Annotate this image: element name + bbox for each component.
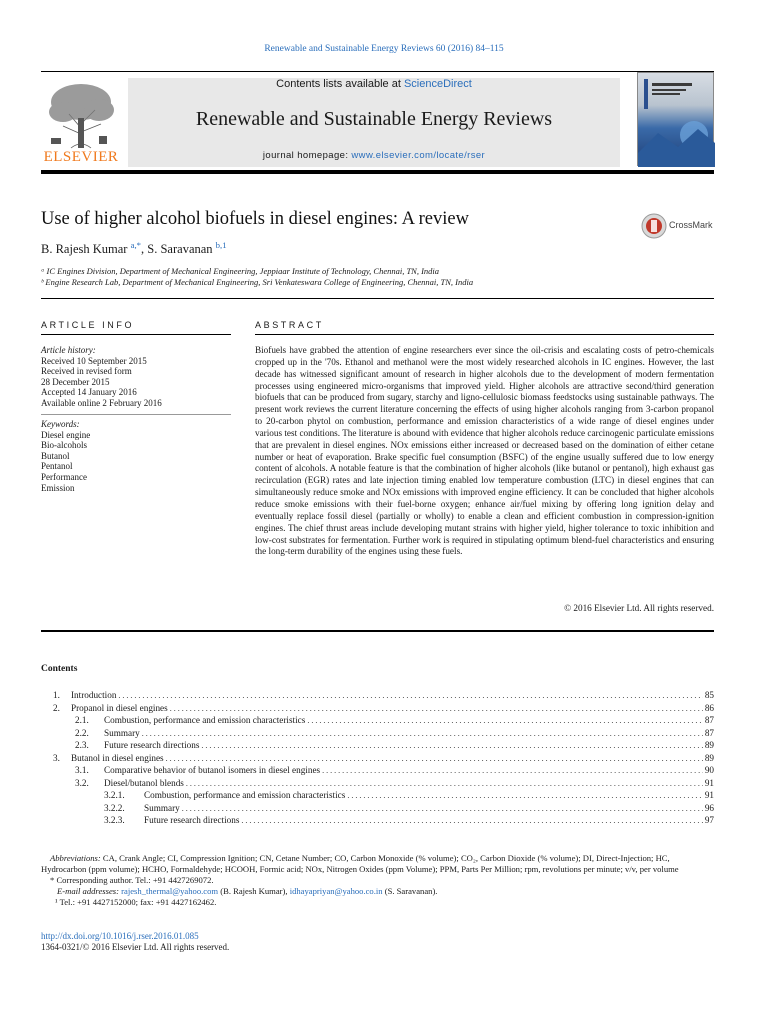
toc-title: Comparative behavior of butanol isomers in diesel engines — [104, 765, 321, 775]
toc-number: 2.1. — [75, 715, 89, 725]
email-label: E-mail addresses: — [57, 886, 122, 896]
toc-leader-dots — [307, 716, 703, 725]
crossmark-badge[interactable] — [641, 212, 721, 240]
toc-leader-dots — [241, 816, 702, 825]
toc-page-number: 89 — [704, 752, 714, 763]
toc-entry[interactable] — [41, 815, 714, 827]
history-label: Article history: — [41, 345, 96, 355]
toc-number: 3.1. — [75, 765, 89, 775]
toc-number: 3.2.3. — [104, 815, 125, 825]
toc-number: 3.2.2. — [104, 802, 125, 813]
corresponding-author-note: * Corresponding author. Tel.: +91 4427269072. — [50, 875, 214, 885]
email-owner: (S. Saravanan). — [382, 886, 438, 896]
toc-title: Diesel/butanol blends — [104, 777, 184, 788]
toc-page-number: 87 — [704, 727, 714, 738]
toc-number: 2. — [53, 702, 60, 713]
toc-title: Summary — [104, 727, 140, 738]
toc-leader-dots — [322, 766, 703, 775]
email-note — [41, 886, 714, 897]
header-top-rule — [41, 71, 714, 72]
toc-title: Future research directions — [144, 815, 240, 825]
journal-title: Renewable and Sustainable Energy Reviews — [195, 108, 553, 130]
toc-page-number: 90 — [704, 765, 714, 775]
email-owner: (B. Rajesh Kumar), — [218, 886, 290, 896]
toc-leader-dots — [118, 691, 702, 700]
toc-entry[interactable] — [41, 778, 714, 790]
author-affiliation-mark[interactable]: a,* — [130, 240, 142, 250]
toc-entry[interactable] — [41, 715, 714, 727]
toc-entry[interactable] — [41, 803, 714, 815]
contents-available-line — [128, 78, 620, 90]
abbreviations-footnote — [41, 853, 714, 875]
keywords-label: Keywords: — [41, 419, 80, 429]
telephone-note: ¹ Tel.: +91 4427152000; fax: +91 4427162462. — [55, 897, 217, 907]
history-line: Available online 2 February 2016 — [41, 397, 162, 408]
author-name: B. Rajesh Kumar — [41, 242, 128, 257]
toc-title: Combustion, performance and emission characteristics — [104, 715, 306, 725]
journal-citation[interactable]: Renewable and Sustainable Energy Reviews 60 (2016) 84–115 — [264, 44, 504, 54]
issn-line: 1364-0321/© 2016 Elsevier Ltd. All rights reserved. — [41, 942, 230, 952]
journal-homepage-line — [128, 150, 620, 161]
toc-number: 3.2. — [75, 777, 89, 788]
toc-page-number: 97 — [704, 815, 714, 825]
toc-number: 3.2.1. — [104, 790, 125, 800]
toc-title: Summary — [144, 802, 180, 813]
toc-page-number: 87 — [704, 715, 714, 725]
keyword: Diesel engine — [41, 429, 91, 440]
toc-number: 2.2. — [75, 727, 89, 738]
toc-entry[interactable] — [41, 690, 714, 702]
history-line: Accepted 14 January 2016 — [41, 387, 137, 398]
homepage-link[interactable]: www.elsevier.com/locate/rser — [351, 150, 486, 161]
toc-leader-dots — [347, 791, 703, 800]
affiliation-a: ᵃ IC Engines Division, Department of Mechanical Engineering, Jeppiaar Institute of Technology, Chennai, TN, India — [41, 266, 440, 276]
toc-page-number: 89 — [704, 740, 714, 750]
toc-leader-dots — [182, 804, 703, 813]
keywords-list — [41, 419, 231, 493]
cover-art-icon — [638, 73, 715, 167]
header-bottom-rule — [41, 170, 714, 174]
contents-available-text: Contents lists available at — [276, 78, 404, 90]
toc-page-number: 91 — [704, 777, 714, 788]
abstract-heading: ABSTRACT — [255, 320, 324, 330]
history-line: 28 December 2015 — [41, 376, 110, 387]
affiliation-b: ᵇ Engine Research Lab, Department of Mechanical Engineering, Sri Venkateswara College of Engineering, Chennai, TN, India — [41, 277, 474, 287]
toc-leader-dots — [170, 704, 703, 713]
keyword: Butanol — [41, 450, 70, 461]
toc-entry[interactable] — [41, 753, 714, 765]
email-link[interactable]: rajesh_thermal@yahoo.com — [121, 886, 219, 896]
toc-number: 3. — [53, 752, 60, 763]
toc-entry[interactable] — [41, 740, 714, 752]
keyword: Emission — [41, 482, 75, 493]
toc-number: 1. — [53, 690, 60, 700]
article-history — [41, 345, 231, 409]
toc-title: Butanol in diesel engines — [71, 752, 164, 763]
toc-page-number: 86 — [704, 702, 714, 713]
doi-link[interactable]: http://dx.doi.org/10.1016/j.rser.2016.01.085 — [41, 931, 199, 941]
toc-leader-dots — [166, 754, 703, 763]
abstract-rule — [255, 334, 714, 335]
article-info-heading: ARTICLE INFO — [41, 320, 135, 330]
sciencedirect-link[interactable]: ScienceDirect — [403, 78, 472, 90]
author-affiliation-mark[interactable]: b,1 — [215, 240, 227, 250]
author-name: S. Saravanan — [147, 242, 213, 257]
article-info-rule — [41, 334, 231, 335]
keyword: Pentanol — [41, 461, 73, 472]
email-link[interactable]: idhayapriyan@yahoo.co.in — [289, 886, 383, 896]
toc-page-number: 96 — [704, 802, 714, 813]
journal-cover-thumbnail[interactable] — [637, 72, 714, 166]
toc-title: Future research directions — [104, 740, 200, 750]
abbreviations-text: CA, Crank Angle; CI, Compression Ignition; CN, Cetane Number; CO, Carbon Monoxide (% volume); CO₂, Carbon Dioxide (% volume); DI, Direct-Injection; HC, Hydrocarbon (ppm volume); HCHO, Formaldehyde; HCOOH, Formic acid; NOx, Nitrogen Oxides (ppm Volume); PPM, Parts Per Million; rpm, revolutions per minute; v/v, per volume — [41, 853, 679, 874]
toc-title: Combustion, performance and emission characteristics — [144, 790, 346, 800]
paper-title: Use of higher alcohol biofuels in diesel engines: A review — [41, 209, 469, 229]
toc-leader-dots — [186, 779, 703, 788]
toc-entry[interactable] — [41, 703, 714, 715]
history-line: Received 10 September 2015 — [41, 355, 147, 366]
abstract-text: Biofuels have grabbed the attention of engine researchers ever since the oil-crisis and escalating costs of petro-chemicals cropped up in the '70s. Ethanol and methanol were the most widely researched alcohols in IC engines. However, the last decade has witnessed significant amount of research in higher alcohols due to the development of modern fermentation processes using engineered micro-organisms that improved yield. Higher alcohols are attractive second/third generation biofuels that can be produced from sugary, starchy and ligno-cellulosic biomass feedstocks using sustainable pathways. The present work reviews the current literature concerning the effects of using higher alcohols ranging from 3-carbon propanol to 20-carbon phytol on combustion, performance and emission characteristics of a wide range of diesel engines under various test conditions. The literature is abound with evidence that higher alcohols reduce carcinogenic particulate emissions that are prevalent in diesel engines. NOx emissions either increased or decreased based on the domination of either cetane number or heat of evaporation. Brake specific fuel consumption (BSFC) of the engine usually suffered due to low energy content of alcohols. A notable feature is that the combination of higher alcohols (like butanol or pentanol), high exhaust gas recirculation (EGR) rates and late injection timing enabled low temperature combustion (LTC) in diesel engines that can simultaneously reduce smoke and NOx emissions with improved engine efficiency. It can be concluded that higher alcohols reduce smoke emissions with their fuel-borne oxygen; enhance air/fuel mixing by offering long ignition delay and eventually replace fossil diesel (partially or wholly) to enable a clean and efficient combustion in compression-ignition engines. The chief thrust areas include developing mutant strains with higher yield, higher tolerance to toxic inhibition and low-cost substrates for fermentation. Further work is required in stipulating optimum blend-fuel characteristics and ensuring the long-term durability of the engines using these fuels. — [255, 345, 714, 557]
abstract-bottom-rule — [41, 630, 714, 632]
keywords-rule — [41, 414, 231, 415]
footnotes — [41, 853, 714, 908]
toc-page-number: 85 — [704, 690, 714, 700]
keyword: Performance — [41, 471, 87, 482]
toc-number: 2.3. — [75, 740, 89, 750]
contents-heading: Contents — [41, 664, 78, 674]
keyword: Bio-alcohols — [41, 440, 87, 451]
toc-entry[interactable] — [41, 728, 714, 740]
affiliation-rule — [41, 298, 714, 299]
toc-title: Propanol in diesel engines — [71, 702, 168, 713]
toc-leader-dots — [201, 741, 702, 750]
toc-title: Introduction — [71, 690, 117, 700]
homepage-label: journal homepage: — [262, 150, 352, 161]
elsevier-wordmark: ELSEVIER — [43, 149, 119, 165]
toc-entry[interactable] — [41, 765, 714, 777]
toc-page-number: 91 — [704, 790, 714, 800]
history-line: Received in revised form — [41, 366, 132, 377]
author-separator: , — [141, 242, 148, 257]
abbreviations-label: Abbreviations: — [50, 853, 101, 863]
abstract-copyright: © 2016 Elsevier Ltd. All rights reserved. — [564, 603, 714, 613]
crossmark-label: CrossMark — [669, 220, 713, 230]
toc-entry[interactable] — [41, 790, 714, 802]
author-list — [41, 240, 227, 257]
toc-leader-dots — [142, 729, 703, 738]
